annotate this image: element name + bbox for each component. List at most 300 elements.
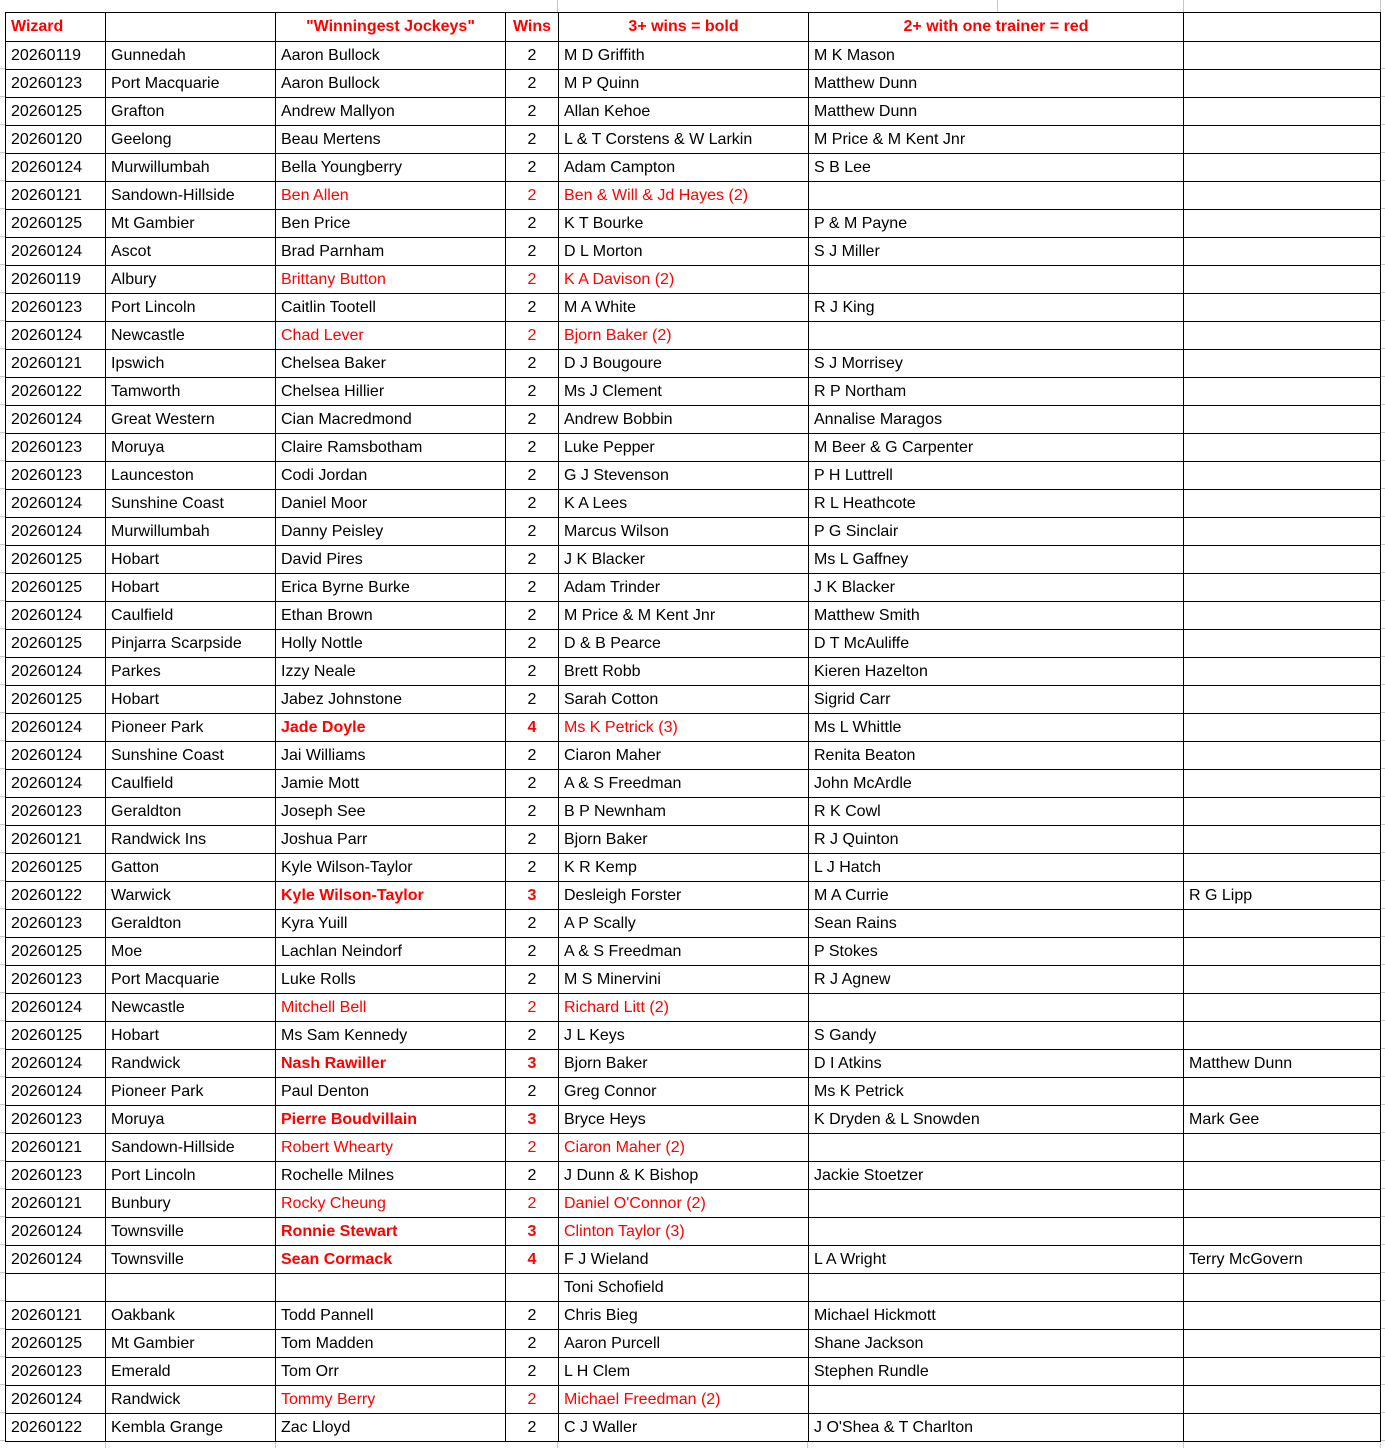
cell-jockey[interactable]: Tom Orr: [276, 1358, 506, 1386]
cell-trainer1[interactable]: J Dunn & K Bishop: [559, 1162, 809, 1190]
cell-trainer1[interactable]: Allan Kehoe: [559, 98, 809, 126]
cell-jockey[interactable]: Ben Allen: [276, 182, 506, 210]
cell-wins[interactable]: 2: [506, 854, 559, 882]
cell-trainer3[interactable]: [1184, 1274, 1381, 1302]
cell-trainer2[interactable]: M K Mason: [809, 42, 1184, 70]
cell-jockey[interactable]: Jamie Mott: [276, 770, 506, 798]
cell-trainer1[interactable]: M Price & M Kent Jnr: [559, 602, 809, 630]
cell-trainer3[interactable]: [1184, 826, 1381, 854]
header-cell-extra[interactable]: [1184, 13, 1381, 42]
cell-date[interactable]: 20260125: [6, 574, 106, 602]
cell-trainer2[interactable]: K Dryden & L Snowden: [809, 1106, 1184, 1134]
cell-trainer3[interactable]: [1184, 266, 1381, 294]
cell-wins[interactable]: 4: [506, 1246, 559, 1274]
cell-track[interactable]: Kembla Grange: [106, 1414, 276, 1442]
cell-jockey[interactable]: Bella Youngberry: [276, 154, 506, 182]
cell-jockey[interactable]: Caitlin Tootell: [276, 294, 506, 322]
cell-track[interactable]: Pinjarra Scarpside: [106, 630, 276, 658]
cell-trainer3[interactable]: [1184, 462, 1381, 490]
cell-jockey[interactable]: Claire Ramsbotham: [276, 434, 506, 462]
cell-trainer2[interactable]: R L Heathcote: [809, 490, 1184, 518]
cell-wins[interactable]: 2: [506, 1022, 559, 1050]
cell-trainer3[interactable]: [1184, 966, 1381, 994]
cell-date[interactable]: 20260125: [6, 210, 106, 238]
cell-trainer1[interactable]: Daniel O'Connor (2): [559, 1190, 809, 1218]
cell-trainer2[interactable]: [809, 1274, 1184, 1302]
cell-track[interactable]: Caulfield: [106, 770, 276, 798]
cell-track[interactable]: Murwillumbah: [106, 518, 276, 546]
cell-track[interactable]: Sandown-Hillside: [106, 1134, 276, 1162]
cell-jockey[interactable]: Zac Lloyd: [276, 1414, 506, 1442]
cell-date[interactable]: 20260121: [6, 1134, 106, 1162]
cell-track[interactable]: Geraldton: [106, 798, 276, 826]
cell-trainer2[interactable]: R J King: [809, 294, 1184, 322]
cell-wins[interactable]: 2: [506, 322, 559, 350]
cell-trainer1[interactable]: B P Newnham: [559, 798, 809, 826]
cell-date[interactable]: 20260119: [6, 42, 106, 70]
cell-track[interactable]: Geelong: [106, 126, 276, 154]
cell-trainer1[interactable]: Ms J Clement: [559, 378, 809, 406]
cell-date[interactable]: 20260123: [6, 462, 106, 490]
cell-jockey[interactable]: Jai Williams: [276, 742, 506, 770]
cell-jockey[interactable]: Kyle Wilson-Taylor: [276, 854, 506, 882]
cell-trainer3[interactable]: [1184, 854, 1381, 882]
cell-jockey[interactable]: Pierre Boudvillain: [276, 1106, 506, 1134]
cell-jockey[interactable]: Chelsea Baker: [276, 350, 506, 378]
cell-track[interactable]: Parkes: [106, 658, 276, 686]
cell-trainer3[interactable]: [1184, 210, 1381, 238]
cell-jockey[interactable]: Lachlan Neindorf: [276, 938, 506, 966]
cell-trainer2[interactable]: S J Morrisey: [809, 350, 1184, 378]
cell-trainer1[interactable]: Ciaron Maher: [559, 742, 809, 770]
cell-trainer1[interactable]: K A Davison (2): [559, 266, 809, 294]
cell-trainer1[interactable]: Bjorn Baker: [559, 1050, 809, 1078]
cell-jockey[interactable]: Kyra Yuill: [276, 910, 506, 938]
cell-wins[interactable]: 2: [506, 42, 559, 70]
cell-date[interactable]: 20260121: [6, 1302, 106, 1330]
cell-wins[interactable]: 2: [506, 826, 559, 854]
cell-trainer2[interactable]: R J Agnew: [809, 966, 1184, 994]
cell-track[interactable]: Port Macquarie: [106, 70, 276, 98]
cell-jockey[interactable]: Ben Price: [276, 210, 506, 238]
cell-jockey[interactable]: Holly Nottle: [276, 630, 506, 658]
cell-trainer1[interactable]: Michael Freedman (2): [559, 1386, 809, 1414]
cell-trainer1[interactable]: Ms K Petrick (3): [559, 714, 809, 742]
cell-trainer3[interactable]: [1184, 490, 1381, 518]
cell-wins[interactable]: 2: [506, 406, 559, 434]
cell-wins[interactable]: 2: [506, 546, 559, 574]
cell-trainer1[interactable]: D J Bougoure: [559, 350, 809, 378]
cell-trainer3[interactable]: [1184, 686, 1381, 714]
header-cell-rule-bold[interactable]: 3+ wins = bold: [559, 13, 809, 42]
cell-date[interactable]: 20260121: [6, 1190, 106, 1218]
cell-trainer1[interactable]: Bjorn Baker (2): [559, 322, 809, 350]
cell-wins[interactable]: 2: [506, 602, 559, 630]
cell-track[interactable]: Port Lincoln: [106, 294, 276, 322]
cell-track[interactable]: Bunbury: [106, 1190, 276, 1218]
cell-trainer1[interactable]: Adam Trinder: [559, 574, 809, 602]
cell-trainer1[interactable]: Richard Litt (2): [559, 994, 809, 1022]
cell-trainer3[interactable]: [1184, 1078, 1381, 1106]
cell-trainer3[interactable]: Terry McGovern: [1184, 1246, 1381, 1274]
cell-trainer1[interactable]: A & S Freedman: [559, 938, 809, 966]
cell-trainer2[interactable]: M Beer & G Carpenter: [809, 434, 1184, 462]
cell-trainer1[interactable]: Aaron Purcell: [559, 1330, 809, 1358]
cell-trainer3[interactable]: [1184, 350, 1381, 378]
cell-track[interactable]: Moruya: [106, 1106, 276, 1134]
cell-track[interactable]: Geraldton: [106, 910, 276, 938]
cell-trainer3[interactable]: [1184, 1218, 1381, 1246]
cell-trainer1[interactable]: Chris Bieg: [559, 1302, 809, 1330]
cell-trainer1[interactable]: K R Kemp: [559, 854, 809, 882]
cell-wins[interactable]: 2: [506, 1078, 559, 1106]
cell-date[interactable]: 20260125: [6, 630, 106, 658]
cell-wins[interactable]: 2: [506, 1330, 559, 1358]
cell-track[interactable]: Oakbank: [106, 1302, 276, 1330]
cell-date[interactable]: 20260122: [6, 378, 106, 406]
cell-trainer1[interactable]: M S Minervini: [559, 966, 809, 994]
cell-date[interactable]: 20260124: [6, 518, 106, 546]
cell-track[interactable]: Randwick Ins: [106, 826, 276, 854]
cell-jockey[interactable]: Kyle Wilson-Taylor: [276, 882, 506, 910]
cell-trainer2[interactable]: M A Currie: [809, 882, 1184, 910]
cell-trainer2[interactable]: R P Northam: [809, 378, 1184, 406]
cell-trainer3[interactable]: [1184, 1358, 1381, 1386]
cell-trainer2[interactable]: P & M Payne: [809, 210, 1184, 238]
cell-track[interactable]: Moruya: [106, 434, 276, 462]
cell-trainer1[interactable]: D L Morton: [559, 238, 809, 266]
cell-trainer3[interactable]: [1184, 714, 1381, 742]
cell-track[interactable]: [106, 1274, 276, 1302]
cell-trainer3[interactable]: [1184, 1162, 1381, 1190]
cell-trainer3[interactable]: [1184, 798, 1381, 826]
cell-track[interactable]: Hobart: [106, 686, 276, 714]
cell-trainer2[interactable]: Jackie Stoetzer: [809, 1162, 1184, 1190]
cell-date[interactable]: 20260123: [6, 294, 106, 322]
cell-wins[interactable]: 2: [506, 1302, 559, 1330]
cell-trainer3[interactable]: [1184, 322, 1381, 350]
cell-jockey[interactable]: Tommy Berry: [276, 1386, 506, 1414]
cell-wins[interactable]: 2: [506, 630, 559, 658]
cell-wins[interactable]: 2: [506, 294, 559, 322]
cell-track[interactable]: Grafton: [106, 98, 276, 126]
cell-wins[interactable]: 2: [506, 798, 559, 826]
cell-date[interactable]: 20260124: [6, 714, 106, 742]
cell-trainer2[interactable]: R J Quinton: [809, 826, 1184, 854]
cell-jockey[interactable]: Jade Doyle: [276, 714, 506, 742]
cell-trainer3[interactable]: [1184, 630, 1381, 658]
cell-trainer1[interactable]: Luke Pepper: [559, 434, 809, 462]
cell-track[interactable]: Albury: [106, 266, 276, 294]
cell-trainer3[interactable]: [1184, 1134, 1381, 1162]
cell-wins[interactable]: 3: [506, 1050, 559, 1078]
cell-trainer1[interactable]: Ciaron Maher (2): [559, 1134, 809, 1162]
cell-trainer3[interactable]: [1184, 1302, 1381, 1330]
cell-trainer2[interactable]: J K Blacker: [809, 574, 1184, 602]
cell-date[interactable]: 20260124: [6, 1218, 106, 1246]
cell-wins[interactable]: 3: [506, 882, 559, 910]
cell-date[interactable]: 20260124: [6, 994, 106, 1022]
cell-wins[interactable]: 2: [506, 742, 559, 770]
cell-date[interactable]: 20260124: [6, 1078, 106, 1106]
cell-trainer1[interactable]: Bryce Heys: [559, 1106, 809, 1134]
cell-trainer2[interactable]: P G Sinclair: [809, 518, 1184, 546]
cell-jockey[interactable]: Beau Mertens: [276, 126, 506, 154]
cell-trainer2[interactable]: S J Miller: [809, 238, 1184, 266]
cell-trainer1[interactable]: Bjorn Baker: [559, 826, 809, 854]
cell-trainer3[interactable]: [1184, 182, 1381, 210]
cell-trainer3[interactable]: [1184, 910, 1381, 938]
cell-date[interactable]: 20260124: [6, 742, 106, 770]
cell-trainer2[interactable]: D T McAuliffe: [809, 630, 1184, 658]
cell-track[interactable]: Ipswich: [106, 350, 276, 378]
cell-jockey[interactable]: Rochelle Milnes: [276, 1162, 506, 1190]
cell-trainer3[interactable]: [1184, 1190, 1381, 1218]
cell-track[interactable]: Emerald: [106, 1358, 276, 1386]
cell-trainer2[interactable]: Kieren Hazelton: [809, 658, 1184, 686]
cell-trainer3[interactable]: [1184, 42, 1381, 70]
cell-jockey[interactable]: David Pires: [276, 546, 506, 574]
cell-date[interactable]: 20260120: [6, 126, 106, 154]
cell-wins[interactable]: 3: [506, 1106, 559, 1134]
cell-trainer3[interactable]: [1184, 70, 1381, 98]
cell-trainer1[interactable]: Andrew Bobbin: [559, 406, 809, 434]
cell-trainer1[interactable]: J K Blacker: [559, 546, 809, 574]
cell-date[interactable]: 20260125: [6, 1022, 106, 1050]
cell-trainer3[interactable]: Matthew Dunn: [1184, 1050, 1381, 1078]
cell-wins[interactable]: 2: [506, 154, 559, 182]
cell-trainer2[interactable]: [809, 1134, 1184, 1162]
cell-track[interactable]: Sandown-Hillside: [106, 182, 276, 210]
cell-trainer2[interactable]: Ms L Whittle: [809, 714, 1184, 742]
cell-trainer2[interactable]: L J Hatch: [809, 854, 1184, 882]
cell-date[interactable]: 20260121: [6, 826, 106, 854]
cell-trainer2[interactable]: Matthew Dunn: [809, 98, 1184, 126]
cell-track[interactable]: Ascot: [106, 238, 276, 266]
cell-trainer1[interactable]: Desleigh Forster: [559, 882, 809, 910]
cell-track[interactable]: Launceston: [106, 462, 276, 490]
cell-trainer2[interactable]: Matthew Dunn: [809, 70, 1184, 98]
cell-jockey[interactable]: Jabez Johnstone: [276, 686, 506, 714]
cell-track[interactable]: Hobart: [106, 574, 276, 602]
cell-trainer3[interactable]: [1184, 742, 1381, 770]
cell-wins[interactable]: 2: [506, 126, 559, 154]
cell-trainer2[interactable]: [809, 1218, 1184, 1246]
cell-jockey[interactable]: Danny Peisley: [276, 518, 506, 546]
cell-trainer3[interactable]: [1184, 770, 1381, 798]
cell-jockey[interactable]: Robert Whearty: [276, 1134, 506, 1162]
cell-track[interactable]: Hobart: [106, 546, 276, 574]
cell-date[interactable]: 20260123: [6, 70, 106, 98]
cell-trainer2[interactable]: Matthew Smith: [809, 602, 1184, 630]
cell-trainer2[interactable]: Michael Hickmott: [809, 1302, 1184, 1330]
cell-jockey[interactable]: Mitchell Bell: [276, 994, 506, 1022]
cell-jockey[interactable]: Joshua Parr: [276, 826, 506, 854]
cell-wins[interactable]: 2: [506, 266, 559, 294]
cell-track[interactable]: Gatton: [106, 854, 276, 882]
cell-trainer2[interactable]: [809, 1190, 1184, 1218]
cell-trainer3[interactable]: [1184, 1022, 1381, 1050]
cell-track[interactable]: Moe: [106, 938, 276, 966]
cell-trainer3[interactable]: [1184, 1386, 1381, 1414]
cell-date[interactable]: 20260119: [6, 266, 106, 294]
cell-date[interactable]: 20260122: [6, 882, 106, 910]
cell-trainer2[interactable]: S Gandy: [809, 1022, 1184, 1050]
cell-wins[interactable]: 2: [506, 350, 559, 378]
cell-trainer1[interactable]: D & B Pearce: [559, 630, 809, 658]
cell-date[interactable]: 20260124: [6, 602, 106, 630]
cell-trainer1[interactable]: Adam Campton: [559, 154, 809, 182]
cell-date[interactable]: 20260125: [6, 1330, 106, 1358]
cell-jockey[interactable]: Sean Cormack: [276, 1246, 506, 1274]
cell-jockey[interactable]: Daniel Moor: [276, 490, 506, 518]
cell-track[interactable]: Pioneer Park: [106, 714, 276, 742]
cell-date[interactable]: 20260124: [6, 770, 106, 798]
cell-jockey[interactable]: Codi Jordan: [276, 462, 506, 490]
cell-date[interactable]: 20260123: [6, 434, 106, 462]
cell-wins[interactable]: 2: [506, 238, 559, 266]
cell-trainer2[interactable]: [809, 994, 1184, 1022]
cell-date[interactable]: 20260124: [6, 1050, 106, 1078]
cell-track[interactable]: Gunnedah: [106, 42, 276, 70]
cell-track[interactable]: Newcastle: [106, 994, 276, 1022]
cell-trainer2[interactable]: [809, 322, 1184, 350]
cell-wins[interactable]: 2: [506, 994, 559, 1022]
cell-trainer2[interactable]: S B Lee: [809, 154, 1184, 182]
cell-track[interactable]: Port Lincoln: [106, 1162, 276, 1190]
cell-trainer2[interactable]: [809, 266, 1184, 294]
cell-trainer3[interactable]: [1184, 406, 1381, 434]
cell-date[interactable]: 20260124: [6, 658, 106, 686]
cell-date[interactable]: 20260125: [6, 686, 106, 714]
cell-wins[interactable]: 2: [506, 1190, 559, 1218]
cell-track[interactable]: Tamworth: [106, 378, 276, 406]
cell-wins[interactable]: 2: [506, 378, 559, 406]
cell-jockey[interactable]: Erica Byrne Burke: [276, 574, 506, 602]
cell-trainer1[interactable]: C J Waller: [559, 1414, 809, 1442]
cell-jockey[interactable]: Brad Parnham: [276, 238, 506, 266]
cell-trainer2[interactable]: Sigrid Carr: [809, 686, 1184, 714]
cell-trainer3[interactable]: R G Lipp: [1184, 882, 1381, 910]
cell-track[interactable]: Port Macquarie: [106, 966, 276, 994]
cell-wins[interactable]: 2: [506, 1134, 559, 1162]
cell-track[interactable]: Pioneer Park: [106, 1078, 276, 1106]
cell-trainer3[interactable]: [1184, 518, 1381, 546]
cell-jockey[interactable]: Joseph See: [276, 798, 506, 826]
cell-date[interactable]: 20260125: [6, 546, 106, 574]
cell-wins[interactable]: 2: [506, 210, 559, 238]
cell-trainer3[interactable]: [1184, 294, 1381, 322]
cell-wins[interactable]: 2: [506, 574, 559, 602]
cell-trainer3[interactable]: [1184, 98, 1381, 126]
header-cell-jockeys[interactable]: "Winningest Jockeys": [276, 13, 506, 42]
cell-trainer1[interactable]: M D Griffith: [559, 42, 809, 70]
cell-wins[interactable]: 2: [506, 1386, 559, 1414]
cell-date[interactable]: 20260124: [6, 238, 106, 266]
cell-wins[interactable]: 3: [506, 1218, 559, 1246]
cell-wins[interactable]: 2: [506, 1414, 559, 1442]
cell-wins[interactable]: 2: [506, 938, 559, 966]
cell-trainer1[interactable]: K A Lees: [559, 490, 809, 518]
cell-trainer3[interactable]: Mark Gee: [1184, 1106, 1381, 1134]
cell-wins[interactable]: 2: [506, 966, 559, 994]
cell-jockey[interactable]: Chelsea Hillier: [276, 378, 506, 406]
header-cell-wizard[interactable]: Wizard: [6, 13, 106, 42]
cell-date[interactable]: 20260123: [6, 910, 106, 938]
cell-date[interactable]: 20260124: [6, 1386, 106, 1414]
cell-jockey[interactable]: Izzy Neale: [276, 658, 506, 686]
cell-trainer2[interactable]: Stephen Rundle: [809, 1358, 1184, 1386]
cell-track[interactable]: Sunshine Coast: [106, 742, 276, 770]
cell-trainer3[interactable]: [1184, 238, 1381, 266]
cell-trainer1[interactable]: A & S Freedman: [559, 770, 809, 798]
cell-trainer2[interactable]: Sean Rains: [809, 910, 1184, 938]
cell-trainer1[interactable]: F J Wieland: [559, 1246, 809, 1274]
cell-jockey[interactable]: Cian Macredmond: [276, 406, 506, 434]
cell-wins[interactable]: 2: [506, 70, 559, 98]
cell-track[interactable]: Mt Gambier: [106, 1330, 276, 1358]
cell-trainer3[interactable]: [1184, 378, 1381, 406]
cell-track[interactable]: Great Western: [106, 406, 276, 434]
cell-trainer2[interactable]: [809, 1386, 1184, 1414]
cell-trainer1[interactable]: A P Scally: [559, 910, 809, 938]
cell-date[interactable]: 20260124: [6, 406, 106, 434]
cell-date[interactable]: 20260121: [6, 182, 106, 210]
cell-jockey[interactable]: Luke Rolls: [276, 966, 506, 994]
cell-track[interactable]: Murwillumbah: [106, 154, 276, 182]
cell-track[interactable]: Townsville: [106, 1246, 276, 1274]
cell-trainer1[interactable]: Clinton Taylor (3): [559, 1218, 809, 1246]
cell-trainer1[interactable]: J L Keys: [559, 1022, 809, 1050]
cell-track[interactable]: Caulfield: [106, 602, 276, 630]
cell-trainer2[interactable]: P Stokes: [809, 938, 1184, 966]
cell-trainer2[interactable]: D I Atkins: [809, 1050, 1184, 1078]
cell-jockey[interactable]: Rocky Cheung: [276, 1190, 506, 1218]
cell-wins[interactable]: 2: [506, 686, 559, 714]
cell-trainer1[interactable]: Brett Robb: [559, 658, 809, 686]
cell-date[interactable]: 20260121: [6, 350, 106, 378]
cell-track[interactable]: Randwick: [106, 1386, 276, 1414]
cell-trainer1[interactable]: Marcus Wilson: [559, 518, 809, 546]
cell-trainer1[interactable]: L & T Corstens & W Larkin: [559, 126, 809, 154]
cell-wins[interactable]: 2: [506, 658, 559, 686]
cell-track[interactable]: Hobart: [106, 1022, 276, 1050]
cell-wins[interactable]: 2: [506, 98, 559, 126]
cell-track[interactable]: Newcastle: [106, 322, 276, 350]
cell-date[interactable]: 20260125: [6, 854, 106, 882]
cell-trainer2[interactable]: John McArdle: [809, 770, 1184, 798]
cell-trainer1[interactable]: Greg Connor: [559, 1078, 809, 1106]
cell-trainer1[interactable]: Sarah Cotton: [559, 686, 809, 714]
cell-jockey[interactable]: Chad Lever: [276, 322, 506, 350]
cell-trainer1[interactable]: K T Bourke: [559, 210, 809, 238]
cell-wins[interactable]: 2: [506, 434, 559, 462]
cell-date[interactable]: 20260124: [6, 322, 106, 350]
cell-trainer3[interactable]: [1184, 574, 1381, 602]
cell-track[interactable]: Townsville: [106, 1218, 276, 1246]
cell-trainer2[interactable]: Shane Jackson: [809, 1330, 1184, 1358]
cell-date[interactable]: 20260124: [6, 1246, 106, 1274]
cell-jockey[interactable]: Ms Sam Kennedy: [276, 1022, 506, 1050]
cell-jockey[interactable]: Aaron Bullock: [276, 42, 506, 70]
cell-wins[interactable]: 2: [506, 462, 559, 490]
cell-trainer3[interactable]: [1184, 658, 1381, 686]
cell-track[interactable]: Randwick: [106, 1050, 276, 1078]
cell-wins[interactable]: 4: [506, 714, 559, 742]
cell-date[interactable]: 20260123: [6, 1106, 106, 1134]
cell-jockey[interactable]: Ronnie Stewart: [276, 1218, 506, 1246]
cell-date[interactable]: 20260122: [6, 1414, 106, 1442]
